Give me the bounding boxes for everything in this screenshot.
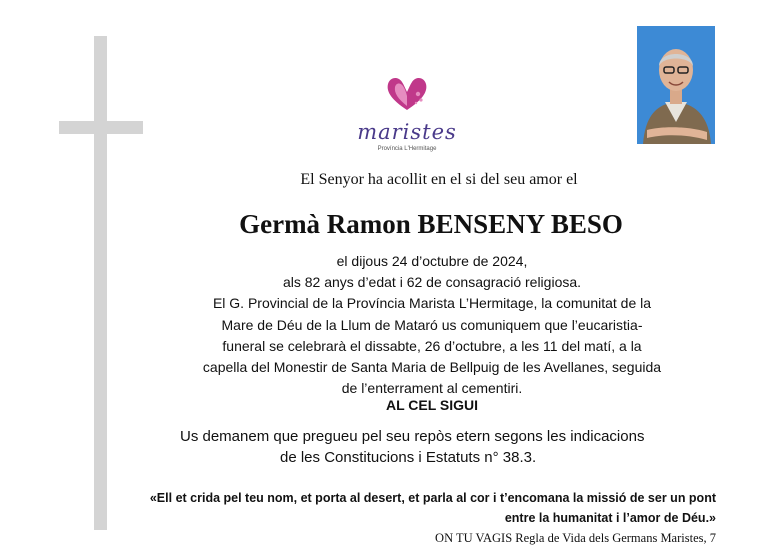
heart-logo-icon — [352, 70, 462, 120]
maristes-logo — [352, 70, 462, 160]
logo-subtitle: Província L'Hermitage — [377, 146, 437, 152]
body-line: de l’enterrament al cementiri. — [341, 380, 523, 397]
quote-line: entre la humanitat i l’amor de Déu.» — [504, 511, 716, 525]
cross-vertical-bar — [94, 36, 107, 530]
body-line: als 82 anys d’edat i 62 de consagració religiosa. — [282, 274, 582, 291]
deceased-name: Germà Ramon BENSENY BESO — [239, 209, 623, 239]
reference-prefix: ON TU VAGIS — [435, 531, 513, 545]
quote-reference — [140, 531, 716, 546]
cross-horizontal-bar — [59, 121, 143, 134]
portrait-photo — [637, 26, 715, 144]
request-line: Us demanem que pregueu pel seu repòs etern segons les indicacions — [180, 428, 645, 445]
quote — [140, 488, 716, 528]
body-line: Mare de Déu de la Llum de Mataró us comuniquem que l’eucaristia- — [221, 316, 643, 333]
quote-line: «Ell et crida pel teu nom, et porta al desert, et parla al cor i t’encomana la missió de ser un pont — [149, 491, 716, 505]
body-line: capella del Monestir de Santa Maria de Bellpuig de les Avellanes, seguida — [202, 359, 662, 376]
intro-text: El Senyor ha acollit en el si del seu amor el — [300, 171, 578, 188]
request-line: de les Constitucions i Estatuts n° 38.3. — [280, 449, 537, 466]
body-line: funeral se celebrarà el dissabte, 26 d’octubre, a les 11 del matí, a la — [222, 337, 642, 354]
announcement-body — [190, 251, 674, 399]
reference-text: Regla de Vida dels Germans Maristes, 7 — [512, 531, 716, 545]
body-line: El G. Provincial de la Província Marista L’Hermitage, la comunitat de la — [212, 295, 652, 312]
logo-wordmark: maristes — [357, 120, 457, 144]
rip-heading: AL CEL SIGUI — [385, 397, 479, 413]
prayer-request — [180, 426, 684, 468]
body-line: el dijous 24 d’octubre de 2024, — [336, 253, 528, 269]
